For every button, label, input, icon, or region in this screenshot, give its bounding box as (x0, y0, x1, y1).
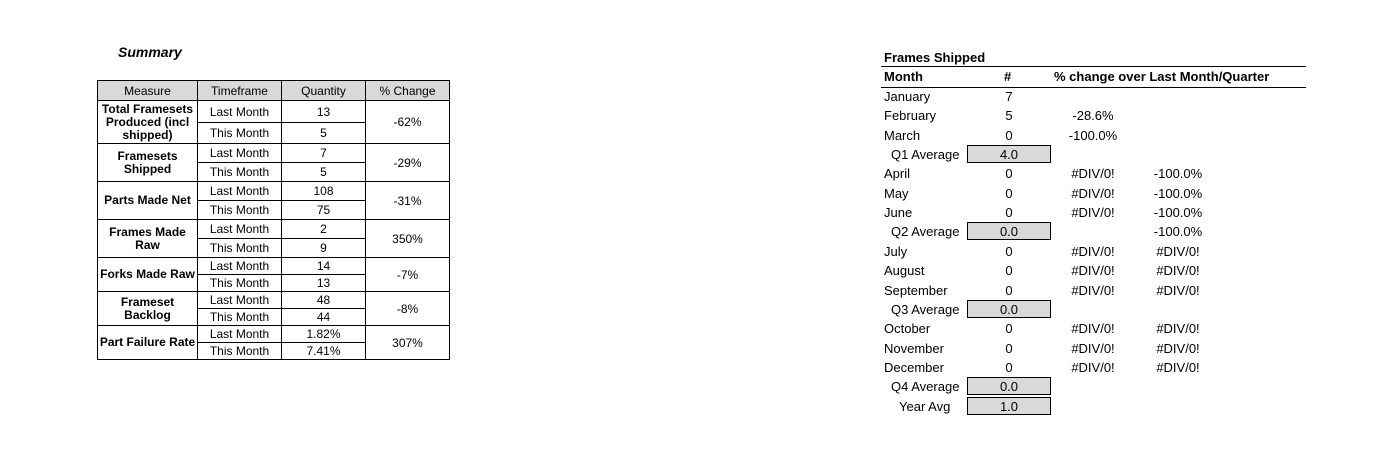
timeframe-cell: Last Month (198, 144, 282, 163)
timeframe-cell: This Month (198, 275, 282, 292)
timeframe-cell: Last Month (198, 101, 282, 123)
timeframe-cell: Last Month (198, 258, 282, 275)
summary-title: Summary (118, 44, 182, 60)
change-last-month: #DIV/0! (1071, 360, 1115, 375)
shipped-count: 0 (1005, 321, 1013, 336)
month-label: May (884, 186, 909, 201)
quantity-cell: 13 (282, 275, 366, 292)
measure-cell: Framesets Shipped (98, 144, 198, 182)
month-label: February (884, 108, 937, 123)
month-label: October (884, 321, 931, 336)
measure-cell: Forks Made Raw (98, 258, 198, 292)
quantity-cell: 44 (282, 309, 366, 326)
change-cell: -8% (366, 292, 450, 326)
average-row (881, 145, 1306, 164)
timeframe-cell: This Month (198, 123, 282, 144)
change-cell: -31% (366, 182, 450, 220)
table-row (98, 144, 450, 163)
shipped-count: 0.0 (967, 377, 1051, 395)
change-last-month: #DIV/0! (1071, 244, 1115, 259)
quantity-cell: 108 (282, 182, 366, 201)
timeframe-cell: Last Month (198, 220, 282, 239)
shipped-count: 0 (1005, 341, 1013, 356)
header-change: % Change (366, 81, 450, 101)
month-label: Q2 Average (891, 224, 960, 239)
month-label: September (884, 283, 948, 298)
change-last-quarter: #DIV/0! (1156, 244, 1200, 259)
month-label: December (884, 360, 944, 375)
header-quantity: Quantity (282, 81, 366, 101)
change-last-month: #DIV/0! (1071, 283, 1115, 298)
shipped-count: 0 (1005, 128, 1013, 143)
month-label: July (884, 244, 908, 259)
average-row (881, 222, 1306, 241)
timeframe-cell: This Month (198, 309, 282, 326)
month-label: Q1 Average (891, 147, 960, 162)
timeframe-cell: This Month (198, 239, 282, 258)
year-average-row (881, 397, 1306, 416)
shipped-count: 5 (1005, 108, 1013, 123)
header-number: # (1004, 69, 1012, 84)
change-cell: -7% (366, 258, 450, 292)
change-last-month: #DIV/0! (1071, 186, 1115, 201)
change-last-month: -100.0% (1068, 128, 1118, 143)
shipped-count: 7 (1005, 89, 1013, 104)
header-month: Month (884, 69, 923, 84)
month-label: November (884, 341, 944, 356)
month-label: June (884, 205, 913, 220)
quantity-cell: 14 (282, 258, 366, 275)
change-last-quarter: #DIV/0! (1156, 341, 1200, 356)
quantity-cell: 2 (282, 220, 366, 239)
list-item (881, 339, 1306, 358)
measure-cell: Total Framesets Produced (incl shipped) (98, 101, 198, 144)
list-item (881, 261, 1306, 280)
timeframe-cell: This Month (198, 163, 282, 182)
shipped-count: 0 (1005, 244, 1013, 259)
month-label: August (884, 263, 925, 278)
change-cell: 307% (366, 326, 450, 360)
list-item (881, 242, 1306, 261)
change-last-quarter: #DIV/0! (1156, 263, 1200, 278)
quantity-cell: 13 (282, 101, 366, 123)
change-last-month: #DIV/0! (1071, 263, 1115, 278)
list-item (881, 203, 1306, 222)
change-cell: -62% (366, 101, 450, 144)
month-label: April (884, 166, 911, 181)
shipped-count: 0 (1005, 205, 1013, 220)
change-last-month: #DIV/0! (1071, 341, 1115, 356)
change-last-quarter: #DIV/0! (1156, 360, 1200, 375)
quantity-cell: 7.41% (282, 343, 366, 360)
table-row (98, 292, 450, 309)
quantity-cell: 9 (282, 239, 366, 258)
quantity-cell: 5 (282, 163, 366, 182)
shipped-count: 0.0 (967, 300, 1051, 318)
list-item (881, 184, 1306, 203)
change-last-month: #DIV/0! (1071, 166, 1115, 181)
list-item (881, 319, 1306, 338)
month-label: Q3 Average (891, 302, 960, 317)
change-last-quarter: -100.0% (1153, 224, 1203, 239)
change-last-quarter: -100.0% (1153, 205, 1203, 220)
measure-cell: Frames Made Raw (98, 220, 198, 258)
frames-shipped-header (881, 66, 1306, 88)
quantity-cell: 48 (282, 292, 366, 309)
table-row (98, 182, 450, 201)
shipped-count: 1.0 (967, 397, 1051, 415)
quantity-cell: 75 (282, 201, 366, 220)
timeframe-cell: This Month (198, 201, 282, 220)
average-row (881, 300, 1306, 319)
list-item (881, 358, 1306, 377)
shipped-count: 4.0 (967, 145, 1051, 163)
month-label: January (884, 89, 931, 104)
timeframe-cell: Last Month (198, 182, 282, 201)
list-item (881, 126, 1306, 145)
table-row (98, 258, 450, 275)
shipped-count: 0 (1005, 263, 1013, 278)
measure-cell: Frameset Backlog (98, 292, 198, 326)
table-row (98, 101, 450, 123)
shipped-count: 0.0 (967, 222, 1051, 240)
list-item (881, 164, 1306, 183)
list-item (881, 87, 1306, 106)
quantity-cell: 1.82% (282, 326, 366, 343)
change-last-quarter: -100.0% (1153, 186, 1203, 201)
month-label: Q4 Average (891, 379, 960, 394)
shipped-count: 0 (1005, 166, 1013, 181)
month-label: Year Avg (899, 399, 951, 414)
summary-table (97, 80, 450, 360)
shipped-count: 0 (1005, 186, 1013, 201)
month-label: March (884, 128, 921, 143)
list-item (881, 281, 1306, 300)
timeframe-cell: This Month (198, 343, 282, 360)
shipped-count: 0 (1005, 283, 1013, 298)
timeframe-cell: Last Month (198, 326, 282, 343)
measure-cell: Part Failure Rate (98, 326, 198, 360)
quantity-cell: 5 (282, 123, 366, 144)
change-cell: 350% (366, 220, 450, 258)
table-row (98, 220, 450, 239)
list-item (881, 106, 1306, 125)
change-last-month: -28.6% (1072, 108, 1114, 123)
average-row (881, 377, 1306, 396)
timeframe-cell: Last Month (198, 292, 282, 309)
header-timeframe: Timeframe (198, 81, 282, 101)
table-row (98, 326, 450, 343)
quantity-cell: 7 (282, 144, 366, 163)
change-cell: -29% (366, 144, 450, 182)
change-last-month: #DIV/0! (1071, 205, 1115, 220)
summary-header-row (98, 81, 450, 101)
change-last-quarter: -100.0% (1153, 166, 1203, 181)
header-change: % change over Last Month/Quarter (1054, 69, 1270, 84)
header-measure: Measure (98, 81, 198, 101)
change-last-quarter: #DIV/0! (1156, 283, 1200, 298)
change-last-month: #DIV/0! (1071, 321, 1115, 336)
change-last-quarter: #DIV/0! (1156, 321, 1200, 336)
frames-shipped-title: Frames Shipped (884, 50, 986, 65)
measure-cell: Parts Made Net (98, 182, 198, 220)
shipped-count: 0 (1005, 360, 1013, 375)
